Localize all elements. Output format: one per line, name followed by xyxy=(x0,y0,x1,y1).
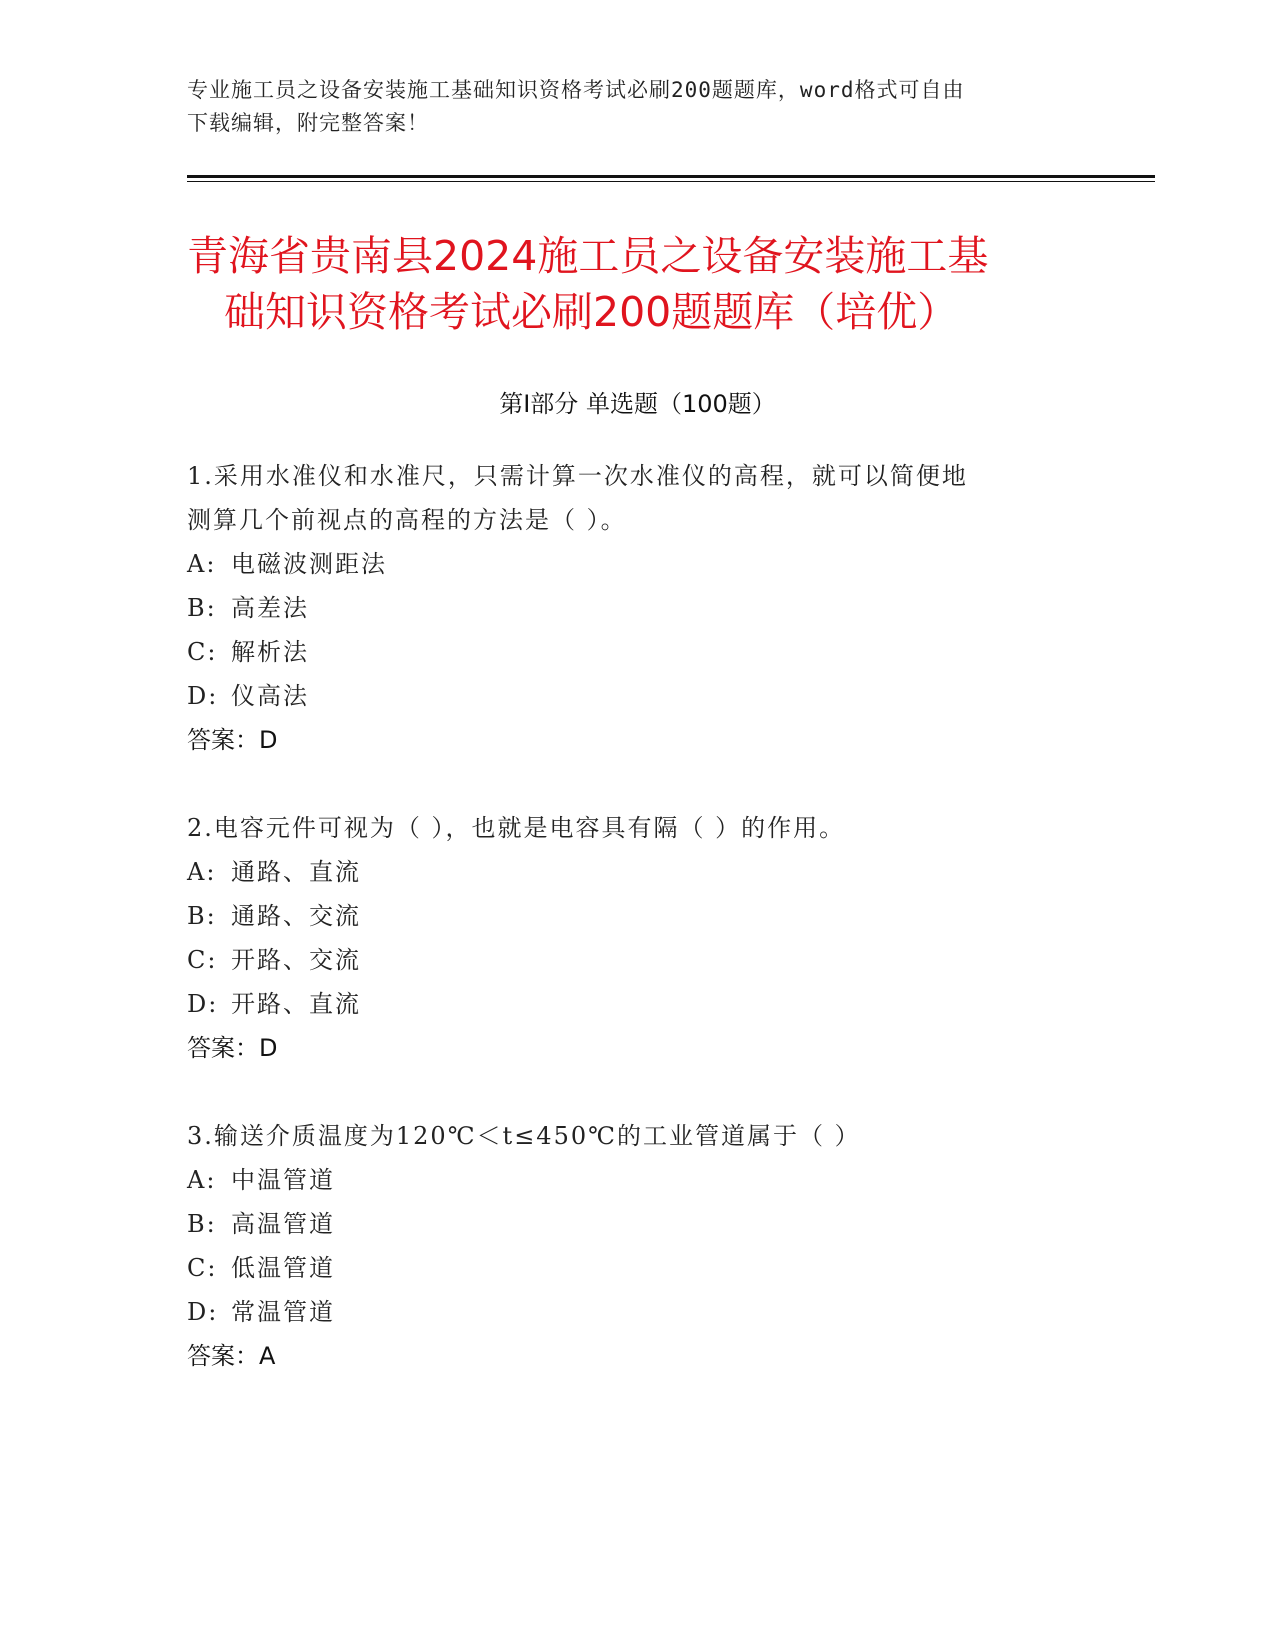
option-letter: C: xyxy=(187,1254,218,1282)
option-letter: D: xyxy=(187,990,219,1018)
question-3-answer: 答案：A xyxy=(187,1342,276,1370)
question-3-option-a xyxy=(187,1164,335,1196)
question-3-option-c xyxy=(187,1252,335,1284)
question-3-option-b xyxy=(187,1208,335,1240)
option-letter: D: xyxy=(187,1298,219,1326)
question-3-option-d xyxy=(187,1296,335,1328)
option-text: 高温管道 xyxy=(231,1210,335,1238)
header-note xyxy=(187,74,1087,140)
header-rule-thin xyxy=(187,181,1155,182)
option-letter: C: xyxy=(187,946,218,974)
question-2-answer: 答案：D xyxy=(187,1034,278,1062)
option-letter: B: xyxy=(187,594,217,622)
section-title: 第Ⅰ部分 单选题（100题） xyxy=(499,390,776,418)
option-letter: A: xyxy=(187,858,217,886)
option-text: 高差法 xyxy=(231,594,309,622)
question-2-text-line-1: 2.电容元件可视为（ ），也就是电容具有隔（ ）的作用。 xyxy=(187,814,846,842)
option-letter: C: xyxy=(187,638,218,666)
question-1-answer: 答案：D xyxy=(187,726,278,754)
question-1-option-d xyxy=(187,680,309,712)
header-note-line-1: 专业施工员之设备安装施工基础知识资格考试必刷200题题库，word格式可自由 xyxy=(187,78,965,102)
question-1-option-b xyxy=(187,592,309,624)
option-text: 开路、直流 xyxy=(231,990,361,1018)
question-2-option-a xyxy=(187,856,361,888)
question-3-text-line-1: 3.输送介质温度为120℃＜t≤450℃的工业管道属于（ ） xyxy=(187,1122,861,1150)
option-text: 低温管道 xyxy=(231,1254,335,1282)
option-letter: B: xyxy=(187,902,217,930)
question-1-text-line-1: 1.采用水准仪和水准尺，只需计算一次水准仪的高程，就可以简便地 xyxy=(187,462,968,490)
option-text: 常温管道 xyxy=(231,1298,335,1326)
question-1-text-line-2: 测算几个前视点的高程的方法是（ ）。 xyxy=(187,506,627,534)
option-text: 解析法 xyxy=(231,638,309,666)
option-letter: D: xyxy=(187,682,219,710)
document-title-line-2: 础知识资格考试必刷200题题库（培优） xyxy=(224,288,959,336)
option-letter: A: xyxy=(187,550,217,578)
question-1-option-a xyxy=(187,548,387,580)
option-text: 开路、交流 xyxy=(231,946,361,974)
question-2-option-c xyxy=(187,944,361,976)
header-rule-thick xyxy=(187,175,1155,178)
option-letter: B: xyxy=(187,1210,217,1238)
question-2-option-b xyxy=(187,900,361,932)
document-title-line-1: 青海省贵南县2024施工员之设备安装施工基 xyxy=(187,232,989,280)
document-title xyxy=(187,228,1087,340)
question-2-option-d xyxy=(187,988,361,1020)
option-text: 通路、直流 xyxy=(231,858,361,886)
option-text: 电磁波测距法 xyxy=(231,550,387,578)
option-text: 通路、交流 xyxy=(231,902,361,930)
option-text: 仪高法 xyxy=(231,682,309,710)
option-letter: A: xyxy=(187,1166,217,1194)
question-1-option-c xyxy=(187,636,309,668)
option-text: 中温管道 xyxy=(231,1166,335,1194)
header-note-line-2: 下载编辑，附完整答案！ xyxy=(187,111,429,135)
